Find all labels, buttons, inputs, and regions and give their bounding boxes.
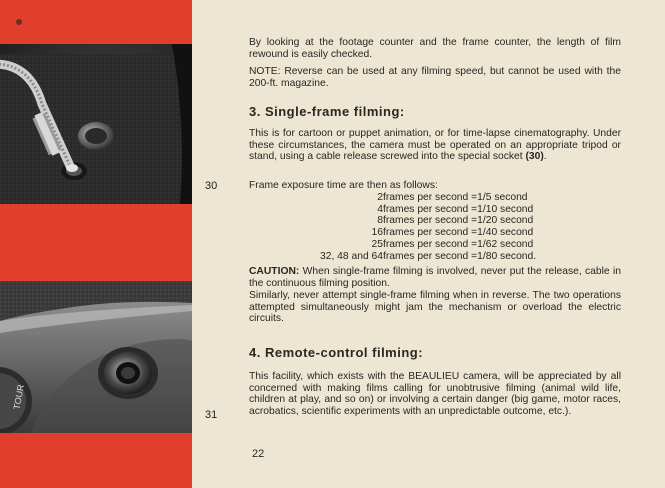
figure-30-number: 30 [205,180,218,192]
intro-paragraph [249,37,621,60]
section-4-heading: 4. Remote-control filming: [249,345,424,360]
frames-per-second-text: frames per second = [382,238,478,250]
frames-count: 32, 48 and 64 [320,250,383,262]
reverse-warning: Similarly, never attempt single-frame filming when in reverse. The two operations attempted simultaneously might jam the mechanism or overload the electric circuits. [249,290,621,325]
sentence-end: . [543,151,547,163]
frames-per-second-text: frames per second = [382,227,478,239]
figure-31-photo [0,281,192,433]
caution-block [249,266,621,289]
exposure-row [320,215,536,227]
reverse-note: NOTE: Reverse can be used at any filming speed, but cannot be used with the 200-ft. magazine. [249,66,621,89]
exposure-table [320,192,536,262]
frames-count: 25 [371,238,383,250]
frames-per-second-text: frames per second = [382,203,478,215]
section-3-heading-wrap [249,106,621,118]
exposure-row [320,239,536,251]
note-block [249,66,621,89]
section-3-heading: 3. Single-frame filming: [249,104,405,119]
frames-per-second-text: frames per second = [382,192,478,203]
caution-text: When single-frame filming is involved, never put the release, cable in the continuous filming position. [249,266,621,289]
spine-mark [16,19,22,25]
exposure-time: 1/5 second [477,192,528,203]
rewind-paragraph: By looking at the footage counter and the frame counter, the length of film rewound is easily checked. [249,37,621,60]
frames-count: 4 [377,203,383,215]
section-4-body [249,371,621,418]
exposure-time: 1/10 second [477,203,534,215]
exposure-intro: Frame exposure time are then as follows: [249,180,438,191]
remote-control-paragraph: This facility, which exists with the BEAULIEU camera, will be appreciated by all concerned with making films calling for unobtrusive filming (animal wild life, children at play, and so on) or involving a certain danger (big game, motor races, acrobatics, scientific experiments with an unpredictable outcome, etc.). [249,371,621,418]
exposure-time: 1/20 second [477,215,534,227]
section-4-heading-wrap [249,347,621,359]
exposure-time: 1/80 second. [477,250,537,262]
exposure-time: 1/40 second [477,227,534,239]
section-3-intro [249,128,621,163]
frames-count: 16 [371,227,383,239]
page-number: 22 [252,448,265,460]
exposure-row [320,251,536,263]
reverse-warning-block [249,290,621,325]
single-frame-description: This is for cartoon or puppet animation, or for time-lapse cinematography. Under these circumstances, the camera must be operated on an appropriate tripod or stand, using a cable release screwed into the special socket [249,128,621,163]
frames-per-second-text: frames per second = [382,250,478,262]
exposure-row [320,227,536,239]
figure-31-number: 31 [205,409,218,421]
caution-label: CAUTION: [249,266,300,277]
exposure-row [320,192,536,204]
figure-ref-30: (30) [525,151,544,163]
exposure-time: 1/62 second [477,238,534,250]
dial-engraving: TOUR [11,383,26,411]
exposure-row [320,204,536,216]
frames-per-second-text: frames per second = [382,215,478,227]
frames-count: 8 [377,215,383,227]
figure-30-photo [0,44,192,204]
frames-count: 2 [377,192,383,203]
